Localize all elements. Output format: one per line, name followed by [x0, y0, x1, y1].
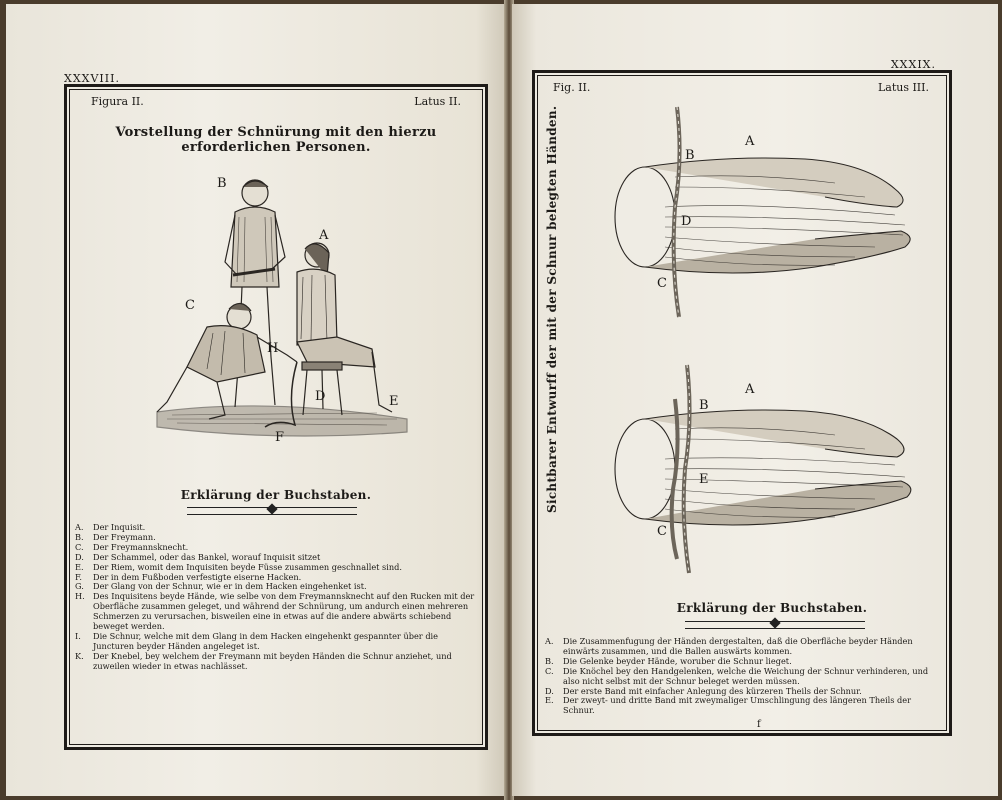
right-legend-heading: Erklärung der Buchstaben. [676, 601, 868, 615]
bottom-letter-c: C [657, 524, 667, 539]
left-page [6, 4, 506, 796]
legend-row: E. Der zweyt- und dritte Band mit zweymaliger Umschlingung des längeren Theils der Schnur. [545, 695, 912, 716]
figure-letter-c: C [185, 298, 195, 313]
right-vertical-title: Sichtbarer Entwurff der mit der Schnur belegten Händen. [545, 105, 559, 513]
left-page-number: XXXVIII. [64, 72, 120, 85]
legend-row: K. Der Knebel, bey welchem der Freymann mit beyden Händen die Schnur anziehet, und zuweilen wieder in etwas nachlässet. [75, 650, 452, 671]
left-plate-title: Vorstellung der Schnürung mit den hierzu erforderlichen Personen. [115, 125, 437, 155]
legend-row: C. Die Knöchel bey den Handgelenken, welche die Weichung der Schnur verhinderen, und also nicht selbst mit der Schnur beleget werden müssen. [545, 665, 929, 686]
left-latus-label: Latus II. [414, 95, 461, 108]
right-plate-frame [532, 70, 952, 736]
left-figure-label: Figura II. [91, 95, 144, 108]
right-ornamental-rule [685, 621, 865, 629]
legend-row: C. Der Freymannsknecht. [75, 541, 189, 552]
top-letter-a: A [745, 134, 755, 149]
figure-letter-h: H [267, 341, 279, 356]
legend-row: B. Der Freymann. [75, 531, 156, 542]
page-signature-mark: f [757, 719, 761, 730]
left-ornamental-rule [187, 507, 357, 515]
legend-row: H. Des Inquisitens beyde Hände, wie selbe von dem Freymannsknecht auf den Rucken mit der Oberfläche zusammen geleget, und während der Schnürung, um andurch einen mehreren Schmerzen zu verursachen, bisweilen eine in etwas auf die andere abwärts schiebend beweget werden. [75, 591, 475, 632]
right-figure-label: Fig. II. [553, 81, 591, 94]
legend-row: F. Der in dem Fußboden verfestigte eiserne Hacken. [75, 571, 302, 582]
top-letter-d: D [681, 214, 692, 229]
left-legend [75, 523, 475, 672]
left-legend-heading: Erklärung der Buchstaben. [180, 488, 372, 502]
bottom-letter-b: B [699, 398, 709, 413]
figure-letter-e: E [389, 394, 399, 409]
legend-row: A. Der Inquisit. [75, 522, 146, 532]
top-letter-b: B [685, 148, 695, 163]
bound-hands-top-illustration [605, 97, 935, 327]
left-plate-frame [64, 84, 488, 750]
legend-row: E. Der Riem, womit dem Inquisiten beyde Füsse zusammen geschnallet sind. [75, 561, 402, 572]
legend-row: B. Die Gelenke beyder Hände, woruber die Schnur lieget. [545, 655, 792, 666]
figure-letter-b: B [217, 176, 227, 191]
legend-row: D. Der erste Band mit einfacher Anlegung des kürzeren Theils der Schnur. [545, 685, 862, 696]
right-page-number: XXXIX. [890, 58, 936, 71]
legend-row: A. Die Zusammenfugung der Händen dergestalten, daß die Oberfläche beyder Händen einwärts zusammen, und die Ballen auswärts kommen. [545, 636, 913, 656]
figure-letter-d: D [315, 389, 326, 404]
interrogation-scene-illustration [147, 157, 417, 447]
figure-letter-f: F [275, 430, 285, 445]
bound-hands-bottom-illustration [605, 359, 935, 579]
bottom-letter-a: A [745, 382, 755, 397]
legend-row: D. Der Schammel, oder das Bankel, worauf Inquisit sitzet [75, 551, 321, 562]
legend-row: G. Der Glang von der Schnur, wie er in dem Hacken eingehenket ist. [75, 581, 367, 592]
bottom-letter-e: E [699, 472, 709, 487]
right-page [512, 4, 998, 796]
legend-row: I. Die Schnur, welche mit dem Glang in dem Hacken eingehenkt gespannter über die Juncturen beyder Händen angeleget ist. [75, 630, 439, 651]
figure-letter-a: A [319, 228, 329, 243]
right-legend [545, 637, 937, 716]
right-latus-label: Latus III. [877, 81, 929, 94]
top-letter-c: C [657, 276, 667, 291]
